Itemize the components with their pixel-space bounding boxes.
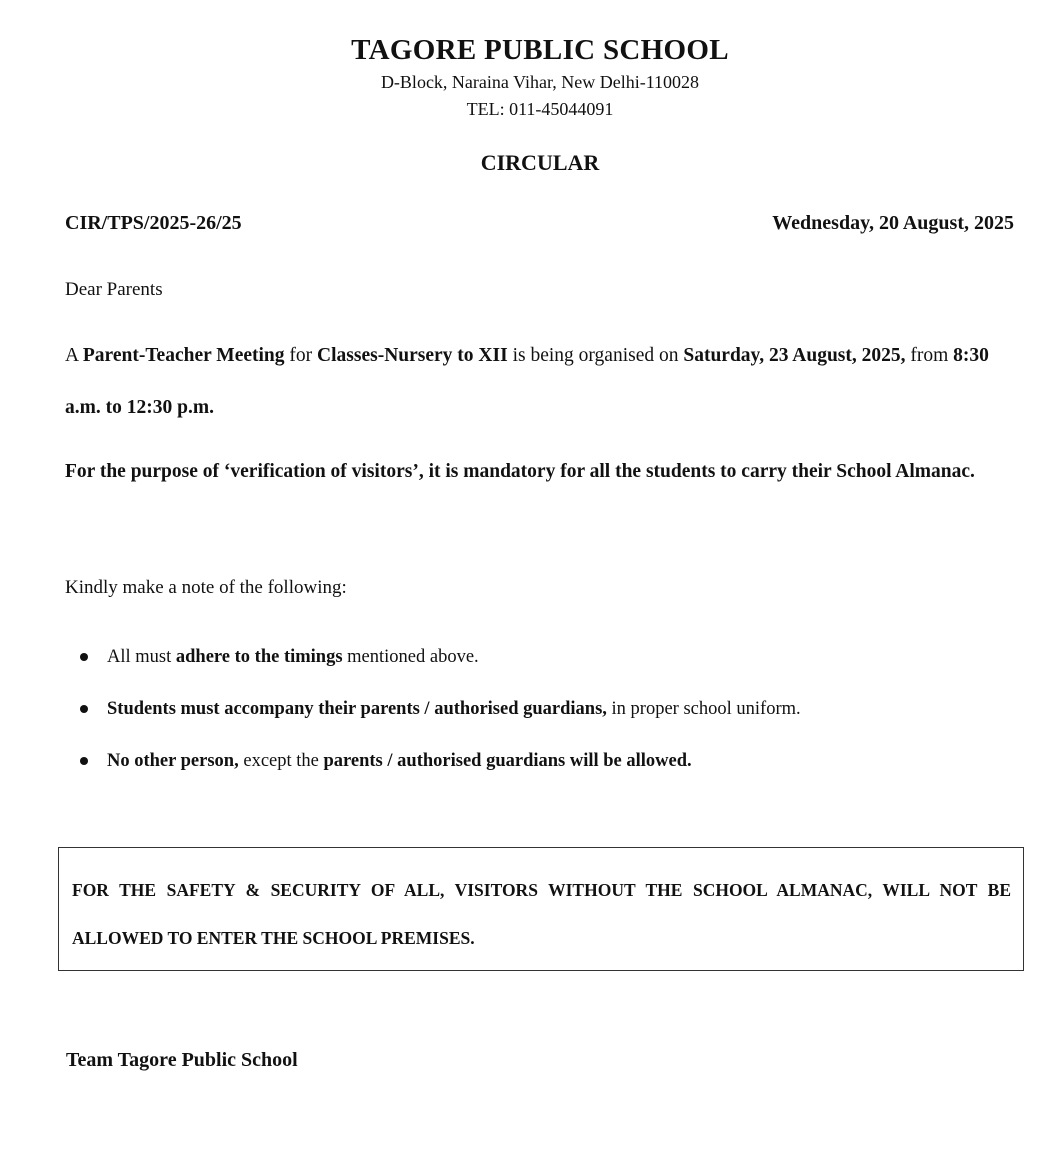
text: mentioned above. bbox=[342, 647, 479, 667]
emphasis: Students must accompany their parents / authorised guardians, bbox=[107, 699, 607, 719]
emphasis: No other person, bbox=[107, 751, 239, 771]
list-item bbox=[80, 640, 801, 692]
safety-notice-box: FOR THE SAFETY & SECURITY OF ALL, VISITORS WITHOUT THE SCHOOL ALMANAC, WILL NOT BE ALLOWED TO ENTER THE SCHOOL PREMISES. bbox=[58, 847, 1024, 971]
text: except the bbox=[238, 751, 324, 771]
emphasis: adhere to the timings bbox=[175, 647, 343, 667]
bullet-icon bbox=[80, 653, 88, 661]
text: A bbox=[65, 345, 83, 366]
text: All must bbox=[107, 647, 176, 667]
note-text bbox=[107, 692, 801, 726]
notes-intro: Kindly make a note of the following: bbox=[65, 577, 347, 598]
text: from bbox=[905, 345, 954, 366]
list-item bbox=[80, 744, 801, 796]
emphasis: parents / authorised guardians will be allowed. bbox=[323, 751, 692, 771]
meeting-classes: Classes-Nursery to XII bbox=[317, 345, 508, 366]
signature: Team Tagore Public School bbox=[66, 1049, 298, 1071]
note-text bbox=[107, 640, 479, 674]
school-address: D-Block, Naraina Vihar, New Delhi-110028 bbox=[380, 72, 700, 92]
notes-list bbox=[80, 640, 801, 796]
bullet-icon bbox=[80, 705, 88, 713]
verification-paragraph: For the purpose of ‘verification of visitors’, it is mandatory for all the students to carry their School Almanac. bbox=[65, 461, 975, 482]
school-telephone: TEL: 011-45044091 bbox=[466, 99, 614, 119]
school-name: TAGORE PUBLIC SCHOOL bbox=[351, 34, 729, 66]
list-item bbox=[80, 692, 801, 744]
circular-reference: CIR/TPS/2025-26/25 bbox=[65, 212, 242, 234]
meeting-type: Parent-Teacher Meeting bbox=[82, 345, 285, 366]
bullet-icon bbox=[80, 757, 88, 765]
meeting-paragraph bbox=[65, 330, 1020, 434]
meeting-time: 8:30 a.m. to 12:30 p.m. bbox=[65, 345, 989, 418]
note-text bbox=[107, 744, 692, 778]
meeting-date: Saturday, 23 August, 2025, bbox=[683, 345, 906, 366]
text: for bbox=[284, 345, 318, 366]
circular-date: Wednesday, 20 August, 2025 bbox=[772, 212, 1014, 234]
text: is being organised on bbox=[507, 345, 684, 366]
document-title: CIRCULAR bbox=[480, 150, 600, 175]
text: in proper school uniform. bbox=[606, 699, 801, 719]
salutation: Dear Parents bbox=[65, 279, 163, 300]
